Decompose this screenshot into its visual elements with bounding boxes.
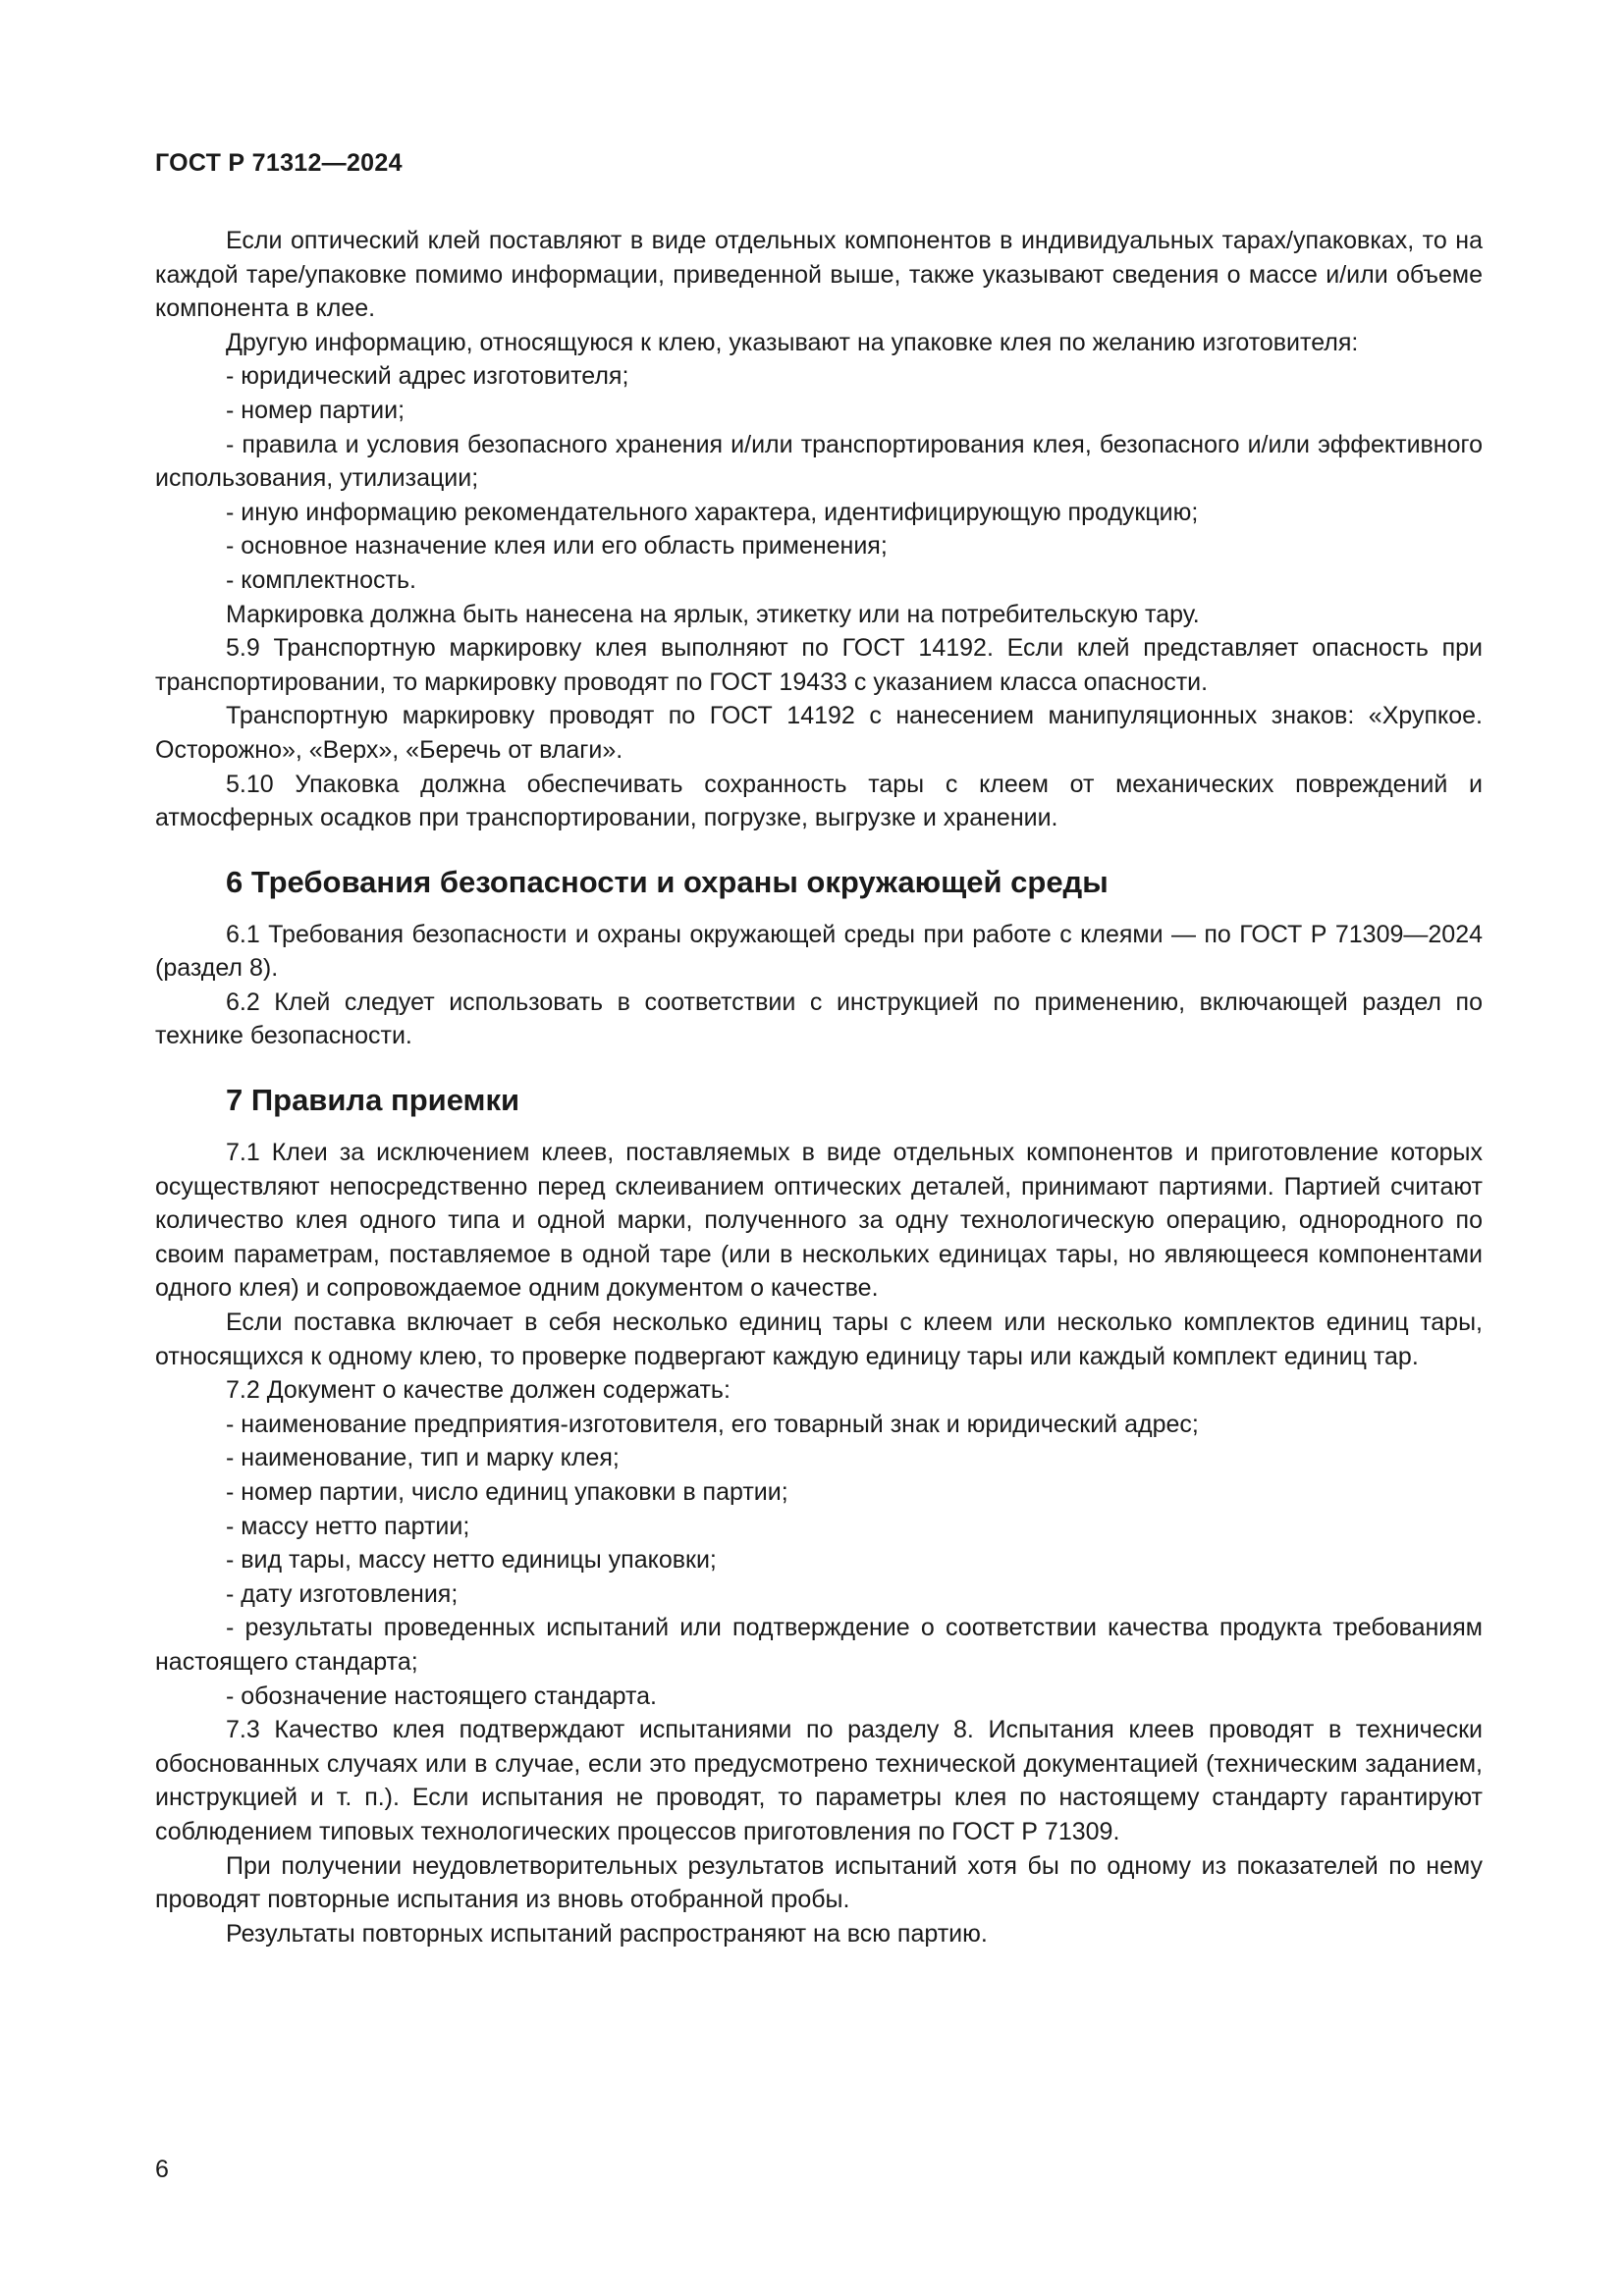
paragraph: Результаты повторных испытаний распространяют на всю партию. bbox=[226, 1919, 988, 1948]
paragraph: Маркировка должна быть нанесена на ярлык, этикетку или на потребительскую тару. bbox=[226, 600, 1200, 628]
list-item: - правила и условия безопасного хранения и/или транспортирования клея, безопасного и/или эффективного использования, утилизации; bbox=[155, 430, 1483, 493]
section-7-heading: 7 Правила приемки bbox=[226, 1083, 520, 1118]
clause-7-1: 7.1 Клеи за исключением клеев, поставляемых в виде отдельных компонентов и приготовление которых осуществляют непосредственно перед склеиванием оптических деталей, принимают партиями. Партией считают количество клея одного типа и одной марки, полученного за одну технологическую операцию, однородного по своим параметрам, поставляемое в одной таре (или в нескольких единицах тары, но являющееся компонентами одного клея) и сопровождаемое одним документом о качестве. bbox=[155, 1139, 1483, 1303]
clause-6-2: 6.2 Клей следует использовать в соответствии с инструкцией по применению, включающей раздел по технике безопасности. bbox=[155, 988, 1483, 1050]
page-number: 6 bbox=[155, 2156, 169, 2183]
list-item: - номер партии; bbox=[226, 396, 406, 424]
section-6-body bbox=[155, 918, 1483, 1053]
marking-continuation bbox=[155, 224, 1483, 835]
list-item: - вид тары, массу нетто единицы упаковки; bbox=[226, 1546, 717, 1575]
list-item: - наименование предприятия-изготовителя, его товарный знак и юридический адрес; bbox=[226, 1410, 1199, 1438]
list-item: - номер партии, число единиц упаковки в партии; bbox=[226, 1478, 788, 1506]
list-item: - комплектность. bbox=[226, 565, 416, 594]
list-item: - наименование, тип и марку клея; bbox=[226, 1444, 620, 1472]
paragraph: Другую информацию, относящуюся к клею, указывают на упаковке клея по желанию изготовителя: bbox=[226, 328, 1359, 356]
clause-5-10: 5.10 Упаковка должна обеспечивать сохранность тары с клеем от механических повреждений и атмосферных осадков при транспортировании, погрузке, выгрузке и хранении. bbox=[155, 770, 1483, 832]
clause-5-9: 5.9 Транспортную маркировку клея выполняют по ГОСТ 14192. Если клей представляет опасность при транспортировании, то маркировку проводят по ГОСТ 19433 с указанием класса опасности. bbox=[155, 634, 1483, 696]
page-content bbox=[155, 224, 1483, 1950]
clause-6-1: 6.1 Требования безопасности и охраны окружающей среды при работе с клеями — по ГОСТ Р 71309—2024 (раздел 8). bbox=[155, 920, 1483, 983]
list-item: - обозначение настоящего стандарта. bbox=[226, 1682, 657, 1710]
paragraph: При получении неудовлетворительных результатов испытаний хотя бы по одному из показателей по нему проводят повторные испытания из вновь отобранной пробы. bbox=[155, 1851, 1483, 1914]
clause-7-3: 7.3 Качество клея подтверждают испытаниями по разделу 8. Испытания клеев проводят в технически обоснованных случаях или в случае, если это предусмотрено технической документацией (техническим заданием, инструкцией и т. п.). Если испытания не проводят, то параметры клея по настоящему стандарту гарантируют соблюдением типовых технологических процессов приготовления по ГОСТ Р 71309. bbox=[155, 1716, 1483, 1845]
list-item: - основное назначение клея или его область применения; bbox=[226, 532, 888, 561]
clause-7-2: 7.2 Документ о качестве должен содержать: bbox=[226, 1376, 731, 1405]
list-item: - массу нетто партии; bbox=[226, 1512, 470, 1540]
section-6-heading: 6 Требования безопасности и охраны окружающей среды bbox=[226, 864, 1109, 899]
standard-header: ГОСТ Р 71312—2024 bbox=[155, 149, 403, 177]
list-item: - дату изготовления; bbox=[226, 1579, 459, 1608]
list-item: - юридический адрес изготовителя; bbox=[226, 362, 629, 391]
section-7-body bbox=[155, 1136, 1483, 1950]
list-item: - результаты проведенных испытаний или подтверждение о соответствии качества продукта требованиям настоящего стандарта; bbox=[155, 1614, 1483, 1676]
paragraph: Если поставка включает в себя несколько единиц тары с клеем или несколько комплектов единиц тары, относящихся к одному клею, то проверке подвергают каждую единицу тары или каждый комплект единиц тар. bbox=[155, 1308, 1483, 1370]
list-item: - иную информацию рекомендательного характера, идентифицирующую продукцию; bbox=[226, 498, 1199, 526]
paragraph: Транспортную маркировку проводят по ГОСТ 14192 с нанесением манипуляционных знаков: «Хрупкое. Осторожно», «Верх», «Беречь от влаги». bbox=[155, 702, 1483, 764]
paragraph: Если оптический клей поставляют в виде отдельных компонентов в индивидуальных тарах/упаковках, то на каждой таре/упаковке помимо информации, приведенной выше, также указывают сведения о массе и/или объеме компонента в клее. bbox=[155, 227, 1483, 323]
